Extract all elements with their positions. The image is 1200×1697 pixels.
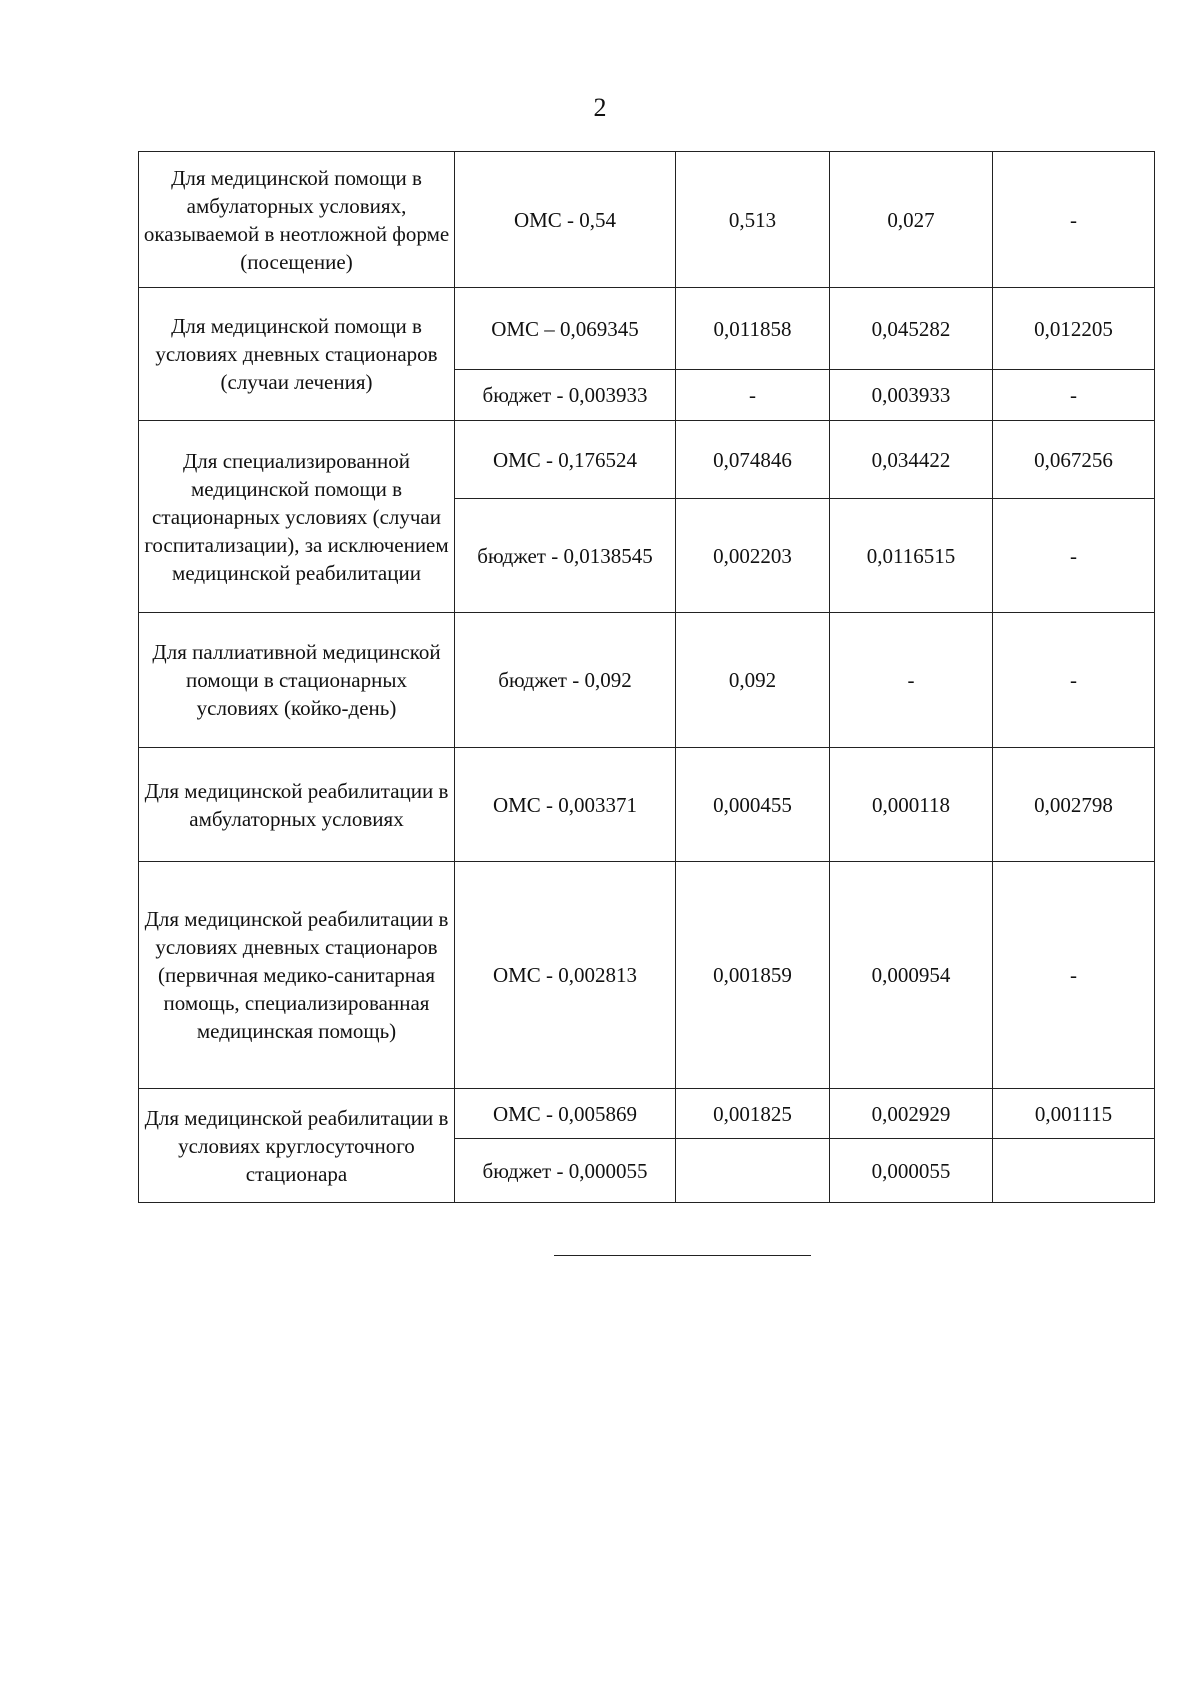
value-cell-3: - (993, 152, 1155, 288)
value-cell-2: 0,045282 (830, 288, 993, 370)
value-cell-1: 0,513 (676, 152, 830, 288)
table-row (139, 748, 1155, 862)
closing-rule-divider (554, 1255, 811, 1256)
care-type-label: Для медицинской помощи в условиях дневных стационаров (случаи лечения) (139, 288, 455, 421)
funding-source-cell: бюджет - 0,003933 (455, 370, 676, 421)
care-type-label: Для специализированной медицинской помощи в стационарных условиях (случаи госпитализации), за исключением медицинской реабилитации (139, 421, 455, 613)
value-cell-1: - (676, 370, 830, 421)
table-row (139, 421, 1155, 499)
value-cell-1: 0,001825 (676, 1089, 830, 1139)
funding-source-cell: ОМС - 0,54 (455, 152, 676, 288)
value-cell-3: 0,001115 (993, 1089, 1155, 1139)
funding-source-cell: ОМС - 0,002813 (455, 862, 676, 1089)
funding-source-cell: ОМС – 0,069345 (455, 288, 676, 370)
value-cell-3: - (993, 499, 1155, 613)
care-type-label: Для медицинской реабилитации в условиях дневных стационаров (первичная медико-санитарная помощь, специализированная медицинская помощь) (139, 862, 455, 1089)
care-type-label: Для медицинской помощи в амбулаторных условиях, оказываемой в неотложной форме (посещение) (139, 152, 455, 288)
value-cell-2: - (830, 613, 993, 748)
value-cell-3: 0,002798 (993, 748, 1155, 862)
table-row (139, 862, 1155, 1089)
value-cell-1: 0,002203 (676, 499, 830, 613)
table-row (139, 152, 1155, 288)
value-cell-2: 0,027 (830, 152, 993, 288)
value-cell-1: 0,000455 (676, 748, 830, 862)
funding-source-cell: бюджет - 0,000055 (455, 1139, 676, 1203)
funding-source-cell: бюджет - 0,0138545 (455, 499, 676, 613)
value-cell-1 (676, 1139, 830, 1203)
value-cell-1: 0,074846 (676, 421, 830, 499)
table-row (139, 613, 1155, 748)
care-type-label: Для медицинской реабилитации в условиях круглосуточного стационара (139, 1089, 455, 1203)
care-type-label: Для паллиативной медицинской помощи в стационарных условиях (койко-день) (139, 613, 455, 748)
page-number: 2 (593, 93, 607, 122)
value-cell-1: 0,001859 (676, 862, 830, 1089)
value-cell-3: - (993, 370, 1155, 421)
table-row (139, 1089, 1155, 1139)
funding-source-cell: ОМС - 0,005869 (455, 1089, 676, 1139)
value-cell-3: - (993, 613, 1155, 748)
value-cell-2: 0,034422 (830, 421, 993, 499)
funding-source-cell: бюджет - 0,092 (455, 613, 676, 748)
value-cell-2: 0,002929 (830, 1089, 993, 1139)
funding-source-cell: ОМС - 0,003371 (455, 748, 676, 862)
norms-table (138, 151, 1155, 1203)
value-cell-2: 0,000954 (830, 862, 993, 1089)
value-cell-1: 0,092 (676, 613, 830, 748)
value-cell-3: - (993, 862, 1155, 1089)
value-cell-2: 0,000118 (830, 748, 993, 862)
value-cell-1: 0,011858 (676, 288, 830, 370)
funding-source-cell: ОМС - 0,176524 (455, 421, 676, 499)
value-cell-2: 0,0116515 (830, 499, 993, 613)
value-cell-3 (993, 1139, 1155, 1203)
care-type-label: Для медицинской реабилитации в амбулаторных условиях (139, 748, 455, 862)
value-cell-2: 0,000055 (830, 1139, 993, 1203)
value-cell-3: 0,012205 (993, 288, 1155, 370)
value-cell-3: 0,067256 (993, 421, 1155, 499)
table-row (139, 288, 1155, 370)
value-cell-2: 0,003933 (830, 370, 993, 421)
